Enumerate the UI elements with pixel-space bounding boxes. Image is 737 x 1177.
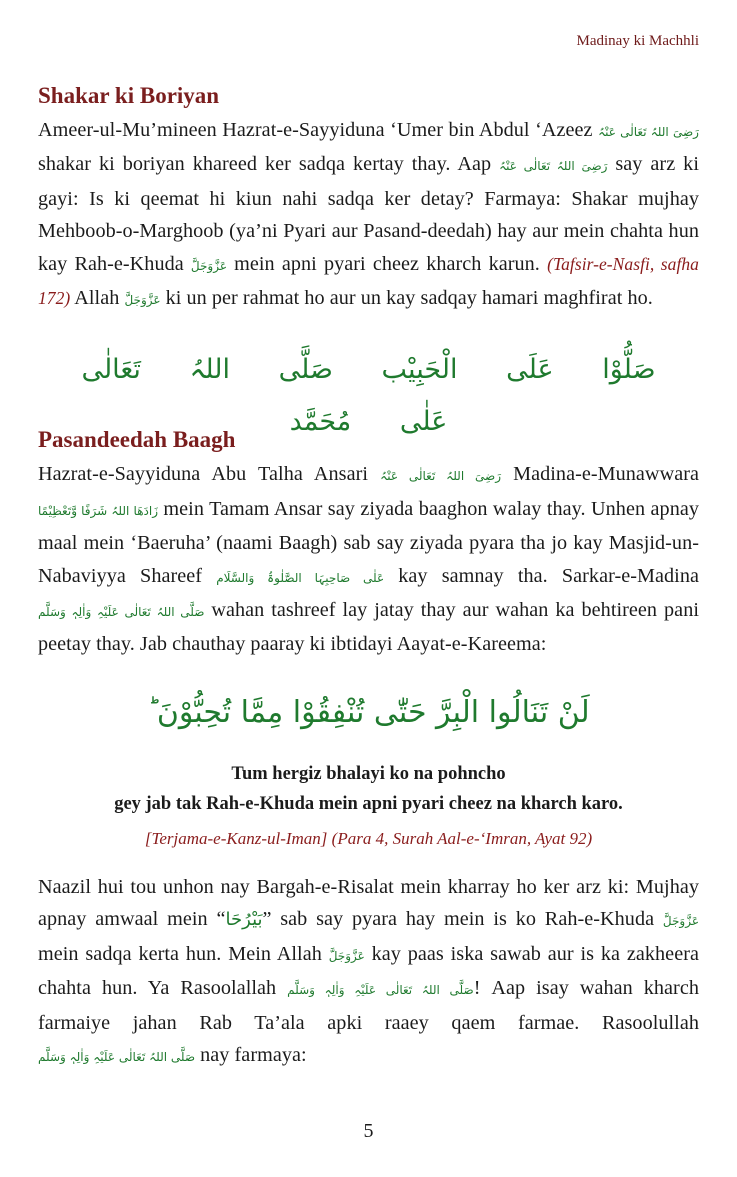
honorific-radi: رَضِیَ اللہُ تَعَالٰی عَنْہُ bbox=[380, 469, 502, 484]
honorific-azza: عَزَّوَجَلَّ bbox=[328, 948, 365, 963]
honorific-sallallahu: صَلَّی اللہُ تَعَالٰی عَلَیْہِ وَاٰلِہٖ وَسَلَّم bbox=[38, 1049, 196, 1064]
honorific-azza: عَزَّوَجَلَّ bbox=[124, 293, 161, 308]
honorific-radi: رَضِیَ اللہُ تَعَالٰی عَنْہُ bbox=[598, 125, 699, 139]
honorific-azza: عَزَّوَجَلَّ bbox=[662, 914, 699, 929]
translation-reference: [Terjama-e-Kanz-ul-Iman] (Para 4, Surah Aal-e-‘Imran, Ayat 92) bbox=[144, 828, 593, 848]
honorific-sallallahu: صَلَّی اللہُ تَعَالٰی عَلَیْہِ وَاٰلِہٖ وَسَلَّم bbox=[38, 605, 205, 620]
section-heading-shakar: Shakar ki Boriyan bbox=[38, 83, 220, 108]
section-heading-baagh: Pasandeedah Baagh bbox=[38, 427, 236, 453]
paragraph-shakar: Ameer-ul-Mu’mineen Hazrat-e-Sayyiduna ‘Umer bin Abdul ‘Azeez رَضِیَ اللہُ تَعَالٰی عَنْہُ shakar ki boriyan khareed ker sadqa kertay thay. Aap رَضِیَ اللہُ تَعَالٰی عَنْہُ say arz ki gayi: Is ki qeemat hi kiun nahi sadqa ker detay? Farmaya: Shakar mujhay Mehboob-o-Marghoob (ya’ni Pyari aur Pasand-deedah) hay aur mein chahta hun kay Rah-e-Khuda عَزَّوَجَلَّ mein apni pyari cheez kharch karun. (Tafsir-e-Nasfi, safha 172) Allah عَزَّوَجَلَّ ki un per rahmat ho aur un kay sadqay hamari maghfirat ho. bbox=[38, 119, 699, 310]
running-head: Madinay ki Machhli bbox=[576, 33, 699, 49]
page-number: 5 bbox=[363, 1120, 374, 1142]
ayah-verse: لَنْ تَنَالُوا الْبِرَّ حَتّٰی تُنْفِقُوْا مِمَّا تُحِبُّوْنَ ؕ bbox=[147, 694, 590, 730]
honorific-salam: عَلٰی صَاحِبِہَا الصَّلٰوۃُ وَالسَّلَام bbox=[216, 570, 385, 585]
honorific-sallallahu: صَلَّی اللہُ تَعَالٰی عَلَیْہِ وَاٰلِہٖ وَسَلَّم bbox=[287, 983, 474, 998]
paragraph-risalat: Naazil hui tou unhon nay Bargah-e-Risalat mein kharray ho ker arz ki: Mujhay apnay amwaal mein “بَیْرُحَا” sab say pyara hay mein is ko Rah-e-Khuda عَزَّوَجَلَّ mein sadqa kerta hun. Mein Allah عَزَّوَجَلَّ kay paas iska sawab aur is ka zakheera chahta hun. Ya Rasoolallah صَلَّی اللہُ تَعَالٰی عَلَیْہِ وَاٰلِہٖ وَسَلَّم! Aap isay wahan kharch farmaiye jahan Rab Ta’ala apki raaey qaem farmae. Rasoolullah صَلَّی اللہُ تَعَالٰی عَلَیْہِ وَاٰلِہٖ وَسَلَّم nay farmaya: bbox=[38, 875, 699, 1066]
translation-line: gey jab tak Rah-e-Khuda mein apni pyari cheez na kharch karo. bbox=[114, 793, 623, 814]
reference-tafsir: (Tafsir-e-Nasfi, safha 172) bbox=[38, 253, 699, 309]
durood-line: صَلُّوْا عَلَی الْحَبِیْب صَلَّی اللہُ تَعَالٰی عَلٰی مُحَمَّد bbox=[81, 354, 656, 438]
paragraph-baagh: Hazrat-e-Sayyiduna Abu Talha Ansari رَضِیَ اللہُ تَعَالٰی عَنْہُ Madina-e-Munawwara زَادَھَا اللہُ شَرَفًا وَّتَعْظِیْمًا mein Tamam Ansar say ziyada baaghon walay thay. Unhen apnay maal mein ‘Baeruha’ (naami Baagh) sab say ziyada pyara tha jo kay Masjid-un-Nabaviyya Shareef عَلٰی صَاحِبِہَا الصَّلٰوۃُ وَالسَّلَام kay samnay tha. Sarkar-e-Madina صَلَّی اللہُ تَعَالٰی عَلَیْہِ وَاٰلِہٖ وَسَلَّم wahan tashreef lay jatay thay aur wahan ka behtireen pani peetay thay. Jab chauthay paaray ki ibtidayi Aayat-e-Kareema: bbox=[38, 463, 700, 656]
honorific-azza: عَزَّوَجَلَّ bbox=[190, 258, 228, 273]
ayah-translation bbox=[38, 759, 699, 819]
translation-line: Tum hergiz bhalayi ko na pohncho bbox=[231, 763, 506, 784]
page-content bbox=[38, 78, 699, 1073]
honorific-radi: رَضِیَ اللہُ تَعَالٰی عَنْہُ bbox=[499, 159, 608, 174]
honorific-zadaha: زَادَھَا اللہُ شَرَفًا وَّتَعْظِیْمًا bbox=[38, 503, 159, 518]
arabic-bairuha: بَیْرُحَا bbox=[225, 909, 263, 931]
